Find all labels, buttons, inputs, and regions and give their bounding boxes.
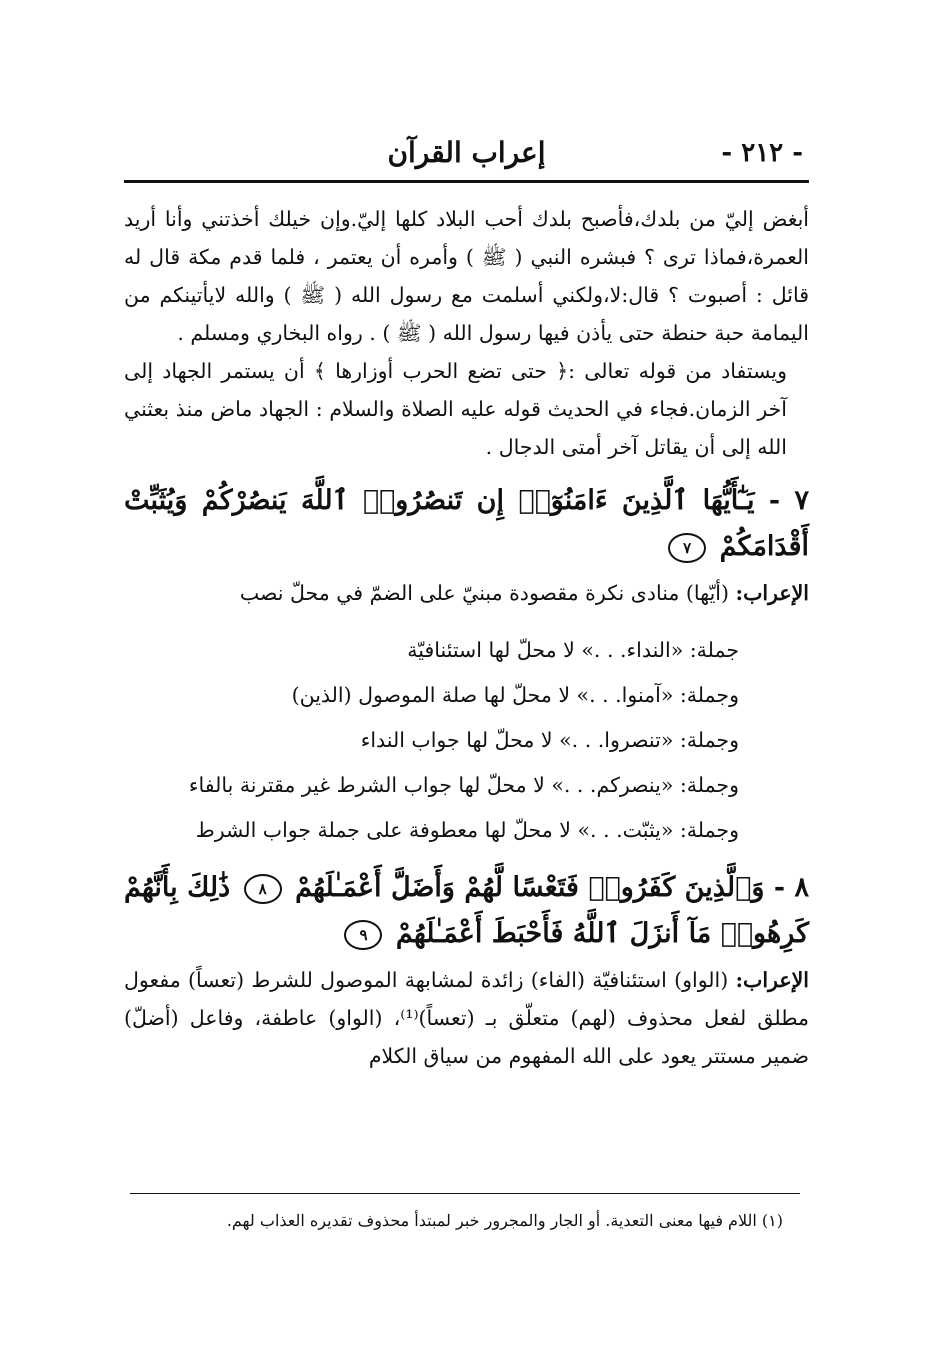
irab-label: الإعراب: [735, 968, 809, 992]
irab-verse-8 [124, 961, 809, 1075]
irab-verse-7 [124, 574, 809, 612]
verse-end-marker-icon: ٩ [344, 920, 382, 950]
footnote-divider [130, 1193, 800, 1194]
verse-7 [124, 478, 809, 570]
page-number: - ٢١٢ - [721, 138, 803, 168]
footnote: (١) اللام فيها معنى التعدية. أو الجار والمجرور خبر لمبتدأ محذوف تقديره العذاب لهم. [226, 1211, 783, 1230]
sentence-item: وجملة: «ينصركم. . .» لا محلّ لها جواب الشرط غير مقترنة بالفاء [188, 773, 739, 797]
verse-8-number: ٨ - [773, 872, 810, 903]
page-header [124, 128, 809, 176]
verse-8-text: وَٱلَّذِينَ كَفَرُوا۟ فَتَعْسًا لَّهُمْ وَأَضَلَّ أَعْمَـٰلَهُمْ [295, 872, 765, 903]
verse-9-text: ذَٰلِكَ بِأَنَّهُمْ كَرِهُوا۟ مَآ أَنزَلَ ٱللَّهُ فَأَحْبَطَ أَعْمَـٰلَهُمْ [124, 872, 809, 949]
verse-end-marker-icon: ٨ [244, 874, 282, 904]
sentence-item: وجملة: «آمنوا. . .» لا محلّ لها صلة الموصول (الذين) [291, 683, 739, 707]
sentence-item: وجملة: «تنصروا. . .» لا محلّ لها جواب النداء [360, 728, 739, 752]
header-divider [124, 180, 809, 183]
verse-7-text: يَـٰٓأَيُّهَا ٱلَّذِينَ ءَامَنُوٓا۟ إِن تَنصُرُوا۟ ٱللَّهَ يَنصُرْكُمْ وَيُثَبِّتْ أَقْدَامَكُمْ [124, 485, 809, 562]
sentence-item: جملة: «النداء. . .» لا محلّ لها استئنافيّة [407, 638, 739, 662]
verse-end-marker-icon: ٧ [668, 533, 706, 563]
irab-text: (أيّها) منادى نكرة مقصودة مبنيّ على الضمّ في محلّ نصب [239, 581, 729, 605]
running-title: إعراب القرآن [387, 136, 546, 169]
verse-8-9 [124, 865, 809, 957]
page-body [124, 200, 809, 1075]
commentary-paragraph: ويستفاد من قوله تعالى :﴿ حتى تضع الحرب أوزارها ﴾ أن يستمر الجهاد إلى آخر الزمان.فجاء في الحديث قوله عليه الصلاة والسلام : الجهاد ماض منذ بعثني الله إلى أن يقاتل آخر أمتى الدجال . [124, 359, 787, 459]
verse-7-number: ٧ - [768, 485, 809, 516]
sentence-analysis-list [124, 628, 809, 853]
irab-text: (الواو) استئنافيّة (الفاء) زائدة لمشابهة الموصول للشرط (تعساً) مفعول مطلق لفعل محذوف (لهم) متعلّق بـ (تعساً)⁽¹⁾، (الواو) عاطفة، وفاعل (أضلّ) ضمير مستتر يعود على الله المفهوم من سياق الكلام [124, 968, 809, 1068]
irab-label: الإعراب: [735, 581, 809, 605]
sentence-item: وجملة: «يثبّت. . .» لا محلّ لها معطوفة على جملة جواب الشرط [195, 818, 739, 842]
hadith-paragraph: أبغض إليّ من بلدك،فأصبح بلدك أحب البلاد كلها إليّ.وإن خيلك أخذتني وأنا أريد العمرة،فماذا ترى ؟ فبشره النبي ( ﷺ ) وأمره أن يعتمر ، فلما قدم مكة قال له قائل : أصبوت ؟ قال:لا،ولكني أسلمت مع رسول الله ( ﷺ ) والله لايأتينكم من اليمامة حبة حنطة حتى يأذن فيها رسول الله ( ﷺ ) . رواه البخاري ومسلم . [124, 207, 809, 345]
